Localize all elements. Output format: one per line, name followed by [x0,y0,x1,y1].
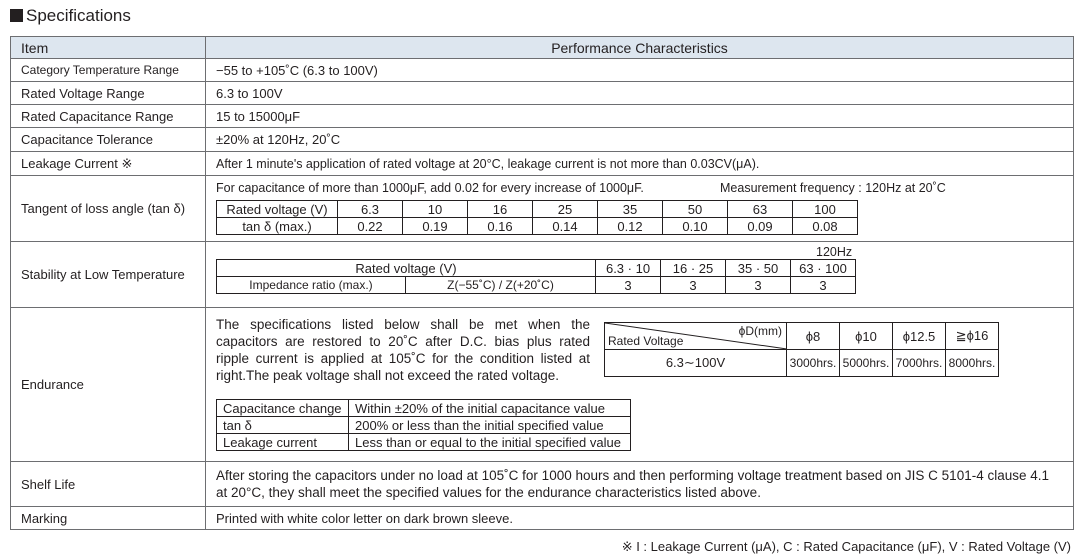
row-label-tangent: Tangent of loss angle (tan δ) [11,176,206,242]
table-row [11,152,1074,176]
stability-value: 3 [661,277,726,294]
row-value-category-temperature: −55 to +105˚C (6.3 to 100V) [206,59,1074,82]
endurance-diameter-row [605,323,999,350]
header-item: Item [11,37,206,59]
stability-voltage: 35 · 50 [726,260,791,277]
tangent-value: 0.19 [403,218,468,235]
endurance-hours-row [605,350,999,377]
row-label-marking: Marking [11,507,206,530]
criteria-item: tan δ [217,417,349,434]
criteria-value: Within ±20% of the initial capacitance value [349,400,631,417]
impedance-label: Impedance ratio (max.) [217,277,406,294]
square-bullet-icon [10,9,23,22]
criteria-item: Capacitance change [217,400,349,417]
criteria-row [217,400,631,417]
tangent-table [216,200,858,235]
diameter-value: ϕ12.5 [893,323,946,350]
stability-value: 3 [791,277,856,294]
specifications-table [10,36,1074,530]
criteria-row [217,434,631,451]
row-value-leakage-current: After 1 minute's application of rated voltage at 20°C, leakage current is not more than 0.03CV(μA). [206,152,1074,176]
tangent-value: 0.10 [663,218,728,235]
diameter-value: ≧ϕ16 [946,323,999,350]
row-label-endurance: Endurance [11,308,206,462]
table-row [11,59,1074,82]
stability-value: 3 [596,277,661,294]
tangent-value: 0.14 [533,218,598,235]
criteria-row [217,417,631,434]
section-title-text: Specifications [26,6,131,25]
table-row [11,308,1074,462]
footnote: ※ I : Leakage Current (μA), C : Rated Capacitance (μF), V : Rated Voltage (V) [621,539,1071,554]
row-label-rated-voltage: Rated Voltage Range [11,82,206,105]
diameter-value: ϕ8 [787,323,840,350]
row-value-rated-capacitance: 15 to 15000μF [206,105,1074,128]
table-row [11,176,1074,242]
criteria-value: Less than or equal to the initial specified value [349,434,631,451]
endurance-cell [206,308,1074,462]
row-label-leakage-current: Leakage Current ※ [11,152,206,176]
tangent-value: 0.16 [468,218,533,235]
stability-value-row [217,277,856,294]
tangent-voltage: 16 [468,201,533,218]
tangent-note: For capacitance of more than 1000μF, add 0.02 for every increase of 1000μF. [216,181,644,195]
endurance-hours: 8000hrs. [946,350,999,377]
table-row [11,507,1074,530]
tangent-voltage: 25 [533,201,598,218]
criteria-value: 200% or less than the initial specified value [349,417,631,434]
tangent-value-label: tan δ (max.) [217,218,338,235]
row-value-shelf-life [206,462,1074,507]
stability-voltage: 6.3 · 10 [596,260,661,277]
endurance-hours: 7000hrs. [893,350,946,377]
stability-voltage-label: Rated voltage (V) [217,260,596,277]
endurance-hours: 5000hrs. [840,350,893,377]
stability-cell [206,242,1074,308]
tangent-value: 0.22 [338,218,403,235]
header-performance: Performance Characteristics [206,37,1074,59]
stability-frequency: 120Hz [816,245,853,259]
table-row [11,462,1074,507]
table-row [11,105,1074,128]
diagonal-header [605,323,787,350]
tangent-voltage: 35 [598,201,663,218]
criteria-item: Leakage current [217,434,349,451]
row-label-capacitance-tolerance: Capacitance Tolerance [11,128,206,152]
table-row [11,82,1074,105]
tangent-cell [206,176,1074,242]
tangent-value-row [217,218,858,235]
row-label-category-temperature: Category Temperature Range [11,59,206,82]
endurance-text: The specifications listed below shall be met when the capacitors are restored to 20˚C after D.C. bias plus rated ripple current is applied at 105˚C for the condition listed at right.The peak voltage shall not exceed the rated voltage. [216,317,590,383]
endurance-hours: 3000hrs. [787,350,840,377]
section-title [10,5,131,27]
endurance-hours-table [604,322,999,377]
impedance-condition: Z(−55˚C) / Z(+20˚C) [406,277,596,294]
tangent-voltage: 63 [728,201,793,218]
stability-voltage: 63 · 100 [791,260,856,277]
row-value-capacitance-tolerance: ±20% at 120Hz, 20˚C [206,128,1074,152]
tangent-value: 0.09 [728,218,793,235]
shelf-life-text: After storing the capacitors under no load at 105˚C for 1000 hours and then performing voltage treatment based on JIS C 5101-4 clause 4.1 at 20°C, they shall meet the specified values for the endurance characteristics listed above. [216,468,1050,500]
table-row [11,242,1074,308]
diameter-value: ϕ10 [840,323,893,350]
endurance-criteria-table [216,399,631,451]
row-value-rated-voltage: 6.3 to 100V [206,82,1074,105]
table-row [11,128,1074,152]
tangent-voltage: 6.3 [338,201,403,218]
tangent-voltage-label: Rated voltage (V) [217,201,338,218]
stability-voltage-row [217,260,856,277]
tangent-frequency: Measurement frequency : 120Hz at 20˚C [720,181,946,195]
diameter-header-label: ϕD(mm) [738,324,782,338]
tangent-value: 0.12 [598,218,663,235]
tangent-value: 0.08 [793,218,858,235]
stability-table [216,259,856,294]
tangent-voltage: 50 [663,201,728,218]
rated-voltage-header-label: Rated Voltage [608,334,684,348]
row-value-marking: Printed with white color letter on dark brown sleeve. [206,507,1074,530]
row-label-stability: Stability at Low Temperature [11,242,206,308]
table-header-row [11,37,1074,59]
endurance-rated-voltage: 6.3∼100V [605,350,787,377]
tangent-voltage: 100 [793,201,858,218]
tangent-voltage: 10 [403,201,468,218]
row-label-shelf-life: Shelf Life [11,462,206,507]
stability-voltage: 16 · 25 [661,260,726,277]
tangent-voltage-row [217,201,858,218]
row-label-rated-capacitance: Rated Capacitance Range [11,105,206,128]
stability-value: 3 [726,277,791,294]
